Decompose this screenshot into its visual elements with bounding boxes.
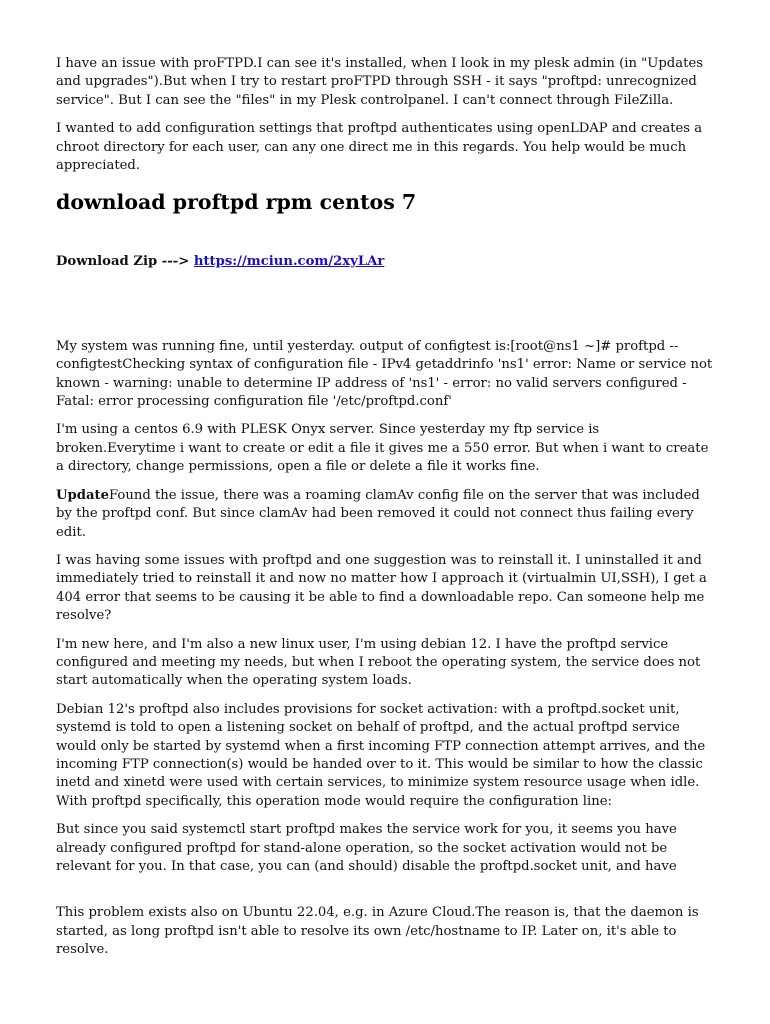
download-label: Download Zip --->	[56, 254, 190, 270]
body-paragraph-7: But since you said systemctl start proftpd makes the service work for you, it seems you have already configured proftpd for stand-alone operation, so the socket activation would not be relevant for you. In that case, you can (and should) disable the proftpd.socket unit, and have	[56, 822, 677, 874]
intro-paragraph-2: I wanted to add configuration settings that proftpd authenticates using openLDAP and creates a chroot directory for each user, can any one direct me in this regards. You help would be much appreciated.	[56, 121, 703, 174]
update-text: Found the issue, there was a roaming clamAv config file on the server that was included by the proftpd conf. But since clamAv had been removed it could not connect thus failing every edit.	[56, 487, 700, 540]
body-paragraph-3	[56, 487, 718, 542]
body-paragraph-1: My system was running fine, until yesterday. output of configtest is:[root@ns1 ~]# proftpd --configtestChecking syntax of configuration file - IPv4 getaddrinfo 'ns1' error: Name or service not known - warning: unable to determine IP address of 'ns1' - error: no valid servers configured - Fatal: error processing configuration file '/etc/proftpd.conf'	[56, 338, 713, 410]
download-link[interactable]: https://mciun.com/2xyLAr	[193, 254, 385, 270]
update-label: Update	[56, 487, 109, 503]
intro-paragraph-1: I have an issue with proFTPD.I can see it's installed, when I look in my plesk admin (in "Updates and upgrades").But when I try to restart proFTPD through SSH - it says "proftpd: unrecognized service". But I can see the "files" in my Plesk controlpanel. I can't connect through FileZilla.	[56, 56, 703, 108]
download-line	[56, 253, 718, 271]
spacer	[56, 272, 718, 338]
body-paragraph-2: I'm using a centos 6.9 with PLESK Onyx server. Since yesterday my ftp service is broken.Everytime i want to create or edit a file it gives me a 550 error. But when i want to create a directory, change permissions, open a file or delete a file it works fine.	[56, 422, 709, 475]
body-paragraph-4: I was having some issues with proftpd and one suggestion was to reinstall it. I uninstalled it and immediately tried to reinstall it and now no matter how I approach it (virtualmin UI,SSH), I get a 404 error that seems to be causing it be able to find a downloadable repo. Can someone help me resolve?	[56, 552, 707, 624]
spacer	[56, 886, 718, 904]
page-title: download proftpd rpm centos 7	[56, 190, 417, 215]
body-paragraph-6: Debian 12's proftpd also includes provisions for socket activation: with a proftpd.socket unit, systemd is told to open a listening socket on behalf of proftpd, and the actual proftpd service would only be started by systemd when a first incoming FTP connection attempt arrives, and the incoming FTP connection(s) would be handed over to it. This would be similar to how the classic inetd and xinetd were used with certain services, to minimize system resource usage when idle. With proftpd specifically, this operation mode would require the configuration line:	[56, 701, 706, 809]
body-paragraph-8: This problem exists also on Ubuntu 22.04, e.g. in Azure Cloud.The reason is, that the daemon is started, as long proftpd isn't able to resolve its own /etc/hostname to IP. Later on, it's able to resolve.	[56, 905, 699, 958]
body-paragraph-5: I'm new here, and I'm also a new linux user, I'm using debian 12. I have the proftpd service configured and meeting my needs, but when I reboot the operating system, the service does not start automatically when the operating system loads.	[56, 636, 701, 689]
document-content	[56, 55, 718, 970]
